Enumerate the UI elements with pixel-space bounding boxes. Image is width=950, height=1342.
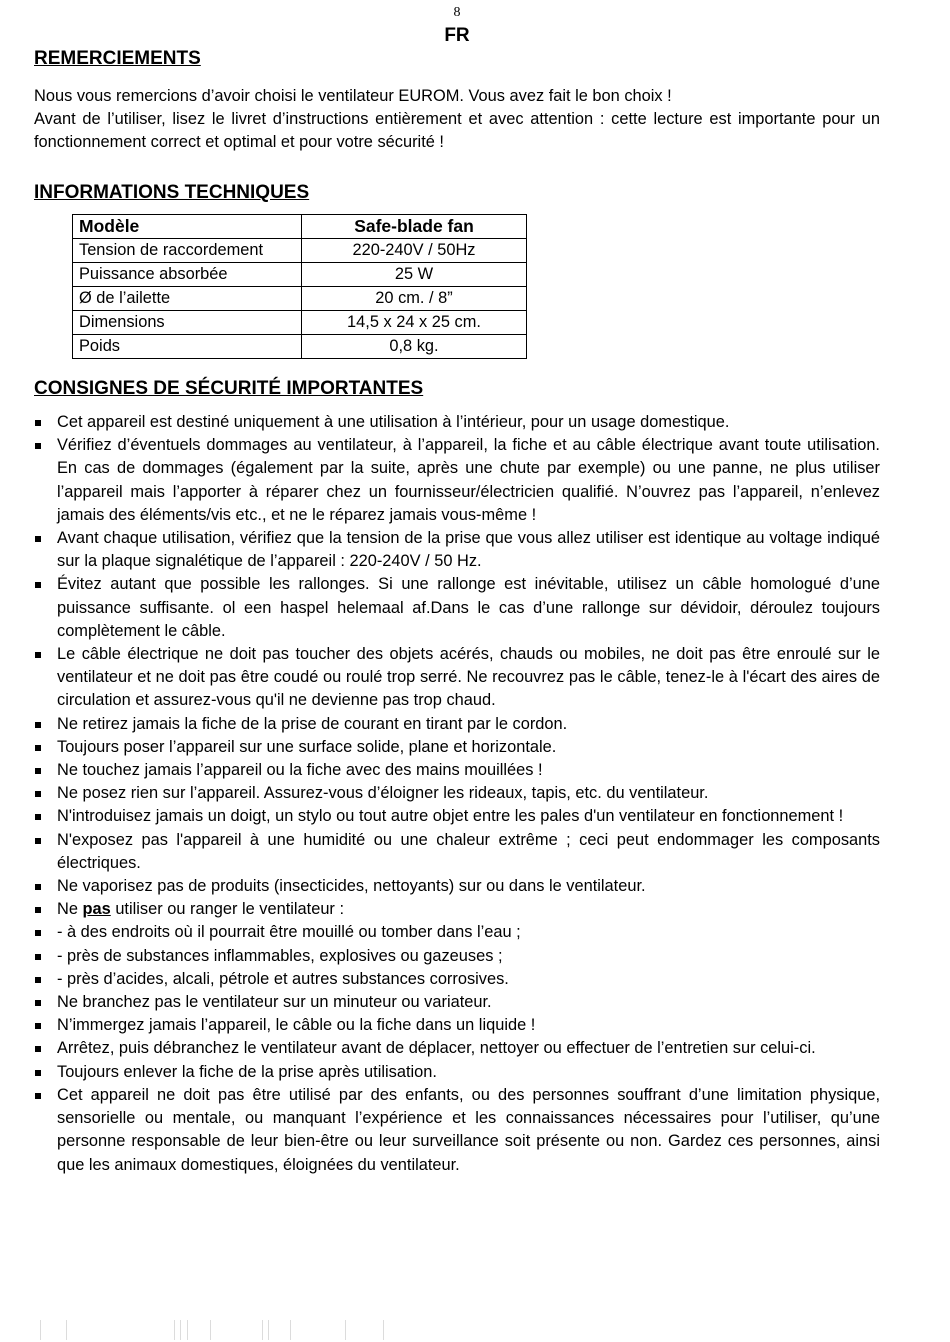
- list-item: [34, 434, 880, 527]
- list-item: [34, 1037, 880, 1060]
- list-item: [34, 968, 880, 991]
- bullet-icon: [35, 1000, 41, 1006]
- list-item-text: Arrêtez, puis débranchez le ventilateur avant de déplacer, nettoyer ou effectuer de l’entretien sur celui-ci.: [57, 1039, 816, 1058]
- list-item-text: Cet appareil est destiné uniquement à une utilisation à l’intérieur, pour un usage domestique.: [57, 413, 730, 431]
- page-content: [34, 46, 880, 1177]
- spec-label: Poids: [73, 335, 302, 359]
- list-item-text: Avant chaque utilisation, vérifiez que la tension de la prise que vous allez utiliser est identique au voltage indiqué sur la plaque signalétique de l’appareil : 220-240V / 50 Hz.: [57, 529, 880, 571]
- emphasis-text: pas: [82, 900, 111, 919]
- bullet-icon: [35, 907, 41, 913]
- bullet-icon: [35, 1023, 41, 1029]
- spec-value: 25 W: [302, 263, 527, 287]
- list-item: [34, 805, 880, 828]
- technical-heading: INFORMATIONS TECHNIQUES: [34, 182, 310, 203]
- spec-label: Puissance absorbée: [73, 263, 302, 287]
- spec-header-value: Safe-blade fan: [302, 215, 527, 239]
- safety-heading: CONSIGNES DE SÉCURITÉ IMPORTANTES: [34, 378, 424, 399]
- bullet-icon: [35, 1093, 41, 1099]
- bullet-icon: [35, 884, 41, 890]
- spec-row: [73, 263, 527, 287]
- list-item-text: Le câble électrique ne doit pas toucher des objets acérés, chauds ou mobiles, ne doit pas être enroulé sur le ventilateur et ne doit pas être coudé ou roulé trop serré. Ne recouvrez pas le câble, tenez-le à l'écart des aires de circulation et assurez-vous qu'il ne devienne pas trop chaud.: [57, 645, 880, 710]
- thanks-heading: REMERCIEMENTS: [34, 48, 201, 69]
- list-item: [34, 921, 880, 944]
- spec-value: 20 cm. / 8”: [302, 287, 527, 311]
- scan-marks: [40, 1318, 400, 1342]
- thanks-text-2: Avant de l’utiliser, lisez le livret d’instructions entièrement et avec attention : cette lecture est importante pour un fonctionnement correct et optimal et pour votre sécurité !: [34, 110, 880, 151]
- list-item: [34, 898, 880, 921]
- list-item: [34, 573, 880, 643]
- list-item: [34, 736, 880, 759]
- spec-row: [73, 287, 527, 311]
- list-item: [34, 945, 880, 968]
- list-item-text: Toujours poser l’appareil sur une surface solide, plane et horizontale.: [57, 737, 557, 756]
- list-item: [34, 713, 880, 736]
- spec-row: [73, 239, 527, 263]
- spec-table: [72, 214, 527, 359]
- bullet-icon: [35, 838, 41, 844]
- list-item: [34, 643, 880, 713]
- list-item-text: Ne: [57, 900, 83, 919]
- list-item: [34, 1061, 880, 1084]
- bullet-icon: [35, 1046, 41, 1052]
- bullet-icon: [35, 652, 41, 658]
- spec-label: Ø de l’ailette: [73, 287, 302, 311]
- list-item: [34, 875, 880, 898]
- list-item-text: Évitez autant que possible les rallonges. Si une rallonge est inévitable, utilisez un câble homologué d’une puissance suffisante. ol een haspel helemaal af.Dans le cas d’une rallonge sur dévidoir, déroulez toujours complètement le câble.: [57, 575, 880, 640]
- list-item-text: - à des endroits où il pourrait être mouillé ou tomber dans l’eau ;: [57, 923, 521, 942]
- list-item-text: Vérifiez d’éventuels dommages au ventilateur, à l’appareil, la fiche et au câble électrique avant toute utilisation. En cas de dommages (également par la suite, après une chute par exemple) ou une panne, ne plus utiliser l’appareil mais l’apporter à réparer chez un fournisseur/électricien qualifié. N’ouvrez pas l’appareil, n’enlevez jamais des éléments/vis etc., et ne le réparez jamais vous-même !: [57, 436, 880, 524]
- list-item-text: N'exposez pas l'appareil à une humidité ou une chaleur extrême ; ceci peut endommager les composants électriques.: [57, 830, 880, 872]
- list-item-text: Ne vaporisez pas de produits (insecticides, nettoyants) sur ou dans le ventilateur.: [57, 877, 646, 896]
- thanks-text-1: Nous vous remercions d’avoir choisi le ventilateur EUROM. Vous avez fait le bon choix !: [34, 87, 672, 105]
- list-item: [34, 991, 880, 1014]
- page-number: 8: [453, 5, 461, 20]
- list-item-text: Ne touchez jamais l’appareil ou la fiche avec des mains mouillées !: [57, 761, 543, 780]
- spec-row: [73, 335, 527, 359]
- bullet-icon: [35, 1070, 41, 1076]
- list-item: [34, 411, 880, 434]
- list-item-text: - près d’acides, alcali, pétrole et autres substances corrosives.: [57, 969, 509, 988]
- language-code: FR: [444, 25, 470, 46]
- list-item: [34, 1084, 880, 1177]
- list-item: [34, 829, 880, 875]
- list-item-text: Toujours enlever la fiche de la prise après utilisation.: [57, 1062, 437, 1081]
- bullet-icon: [35, 722, 41, 728]
- bullet-icon: [35, 443, 41, 449]
- bullet-icon: [35, 977, 41, 983]
- bullet-icon: [35, 930, 41, 936]
- spec-value: 0,8 kg.: [302, 335, 527, 359]
- spec-header-label: Modèle: [73, 215, 302, 239]
- bullet-icon: [35, 745, 41, 751]
- list-item: [34, 1014, 880, 1037]
- bullet-icon: [35, 582, 41, 588]
- bullet-icon: [35, 536, 41, 542]
- list-item: [34, 527, 880, 573]
- spec-label: Dimensions: [73, 311, 302, 335]
- list-item-text: - près de substances inflammables, explosives ou gazeuses ;: [57, 946, 503, 965]
- list-item-text: N’immergez jamais l’appareil, le câble ou la fiche dans un liquide !: [57, 1016, 536, 1035]
- safety-list: [34, 411, 880, 1177]
- bullet-icon: [35, 791, 41, 797]
- list-item-text: Cet appareil ne doit pas être utilisé par des enfants, ou des personnes souffrant d’une limitation physique, sensorielle ou mentale, ou manquant l’expérience et les connaissances nécessaires pour l’utiliser, qu’une personne responsable de leur bien-être ou leur surveillance soit présente ou non. Gardez ces personnes, ainsi que les animaux domestiques, éloignées du ventilateur.: [57, 1085, 880, 1174]
- list-item-text: utiliser ou ranger le ventilateur :: [110, 900, 344, 919]
- spec-label: Tension de raccordement: [73, 239, 302, 263]
- bullet-icon: [35, 768, 41, 774]
- list-item: [34, 759, 880, 782]
- spec-header-row: [73, 215, 527, 239]
- spec-value: 220-240V / 50Hz: [302, 239, 527, 263]
- bullet-icon: [35, 954, 41, 960]
- bullet-icon: [35, 420, 41, 426]
- list-item-text: Ne branchez pas le ventilateur sur un minuteur ou variateur.: [57, 993, 492, 1012]
- list-item-text: Ne retirez jamais la fiche de la prise de courant en tirant par le cordon.: [57, 714, 568, 733]
- list-item-text: N'introduisez jamais un doigt, un stylo ou tout autre objet entre les pales d'un ventilateur en fonctionnement !: [57, 807, 844, 826]
- bullet-icon: [35, 814, 41, 820]
- spec-row: [73, 311, 527, 335]
- list-item: [34, 782, 880, 805]
- spec-value: 14,5 x 24 x 25 cm.: [302, 311, 527, 335]
- list-item-text: Ne posez rien sur l’appareil. Assurez-vous d’éloigner les rideaux, tapis, etc. du ventilateur.: [57, 784, 709, 803]
